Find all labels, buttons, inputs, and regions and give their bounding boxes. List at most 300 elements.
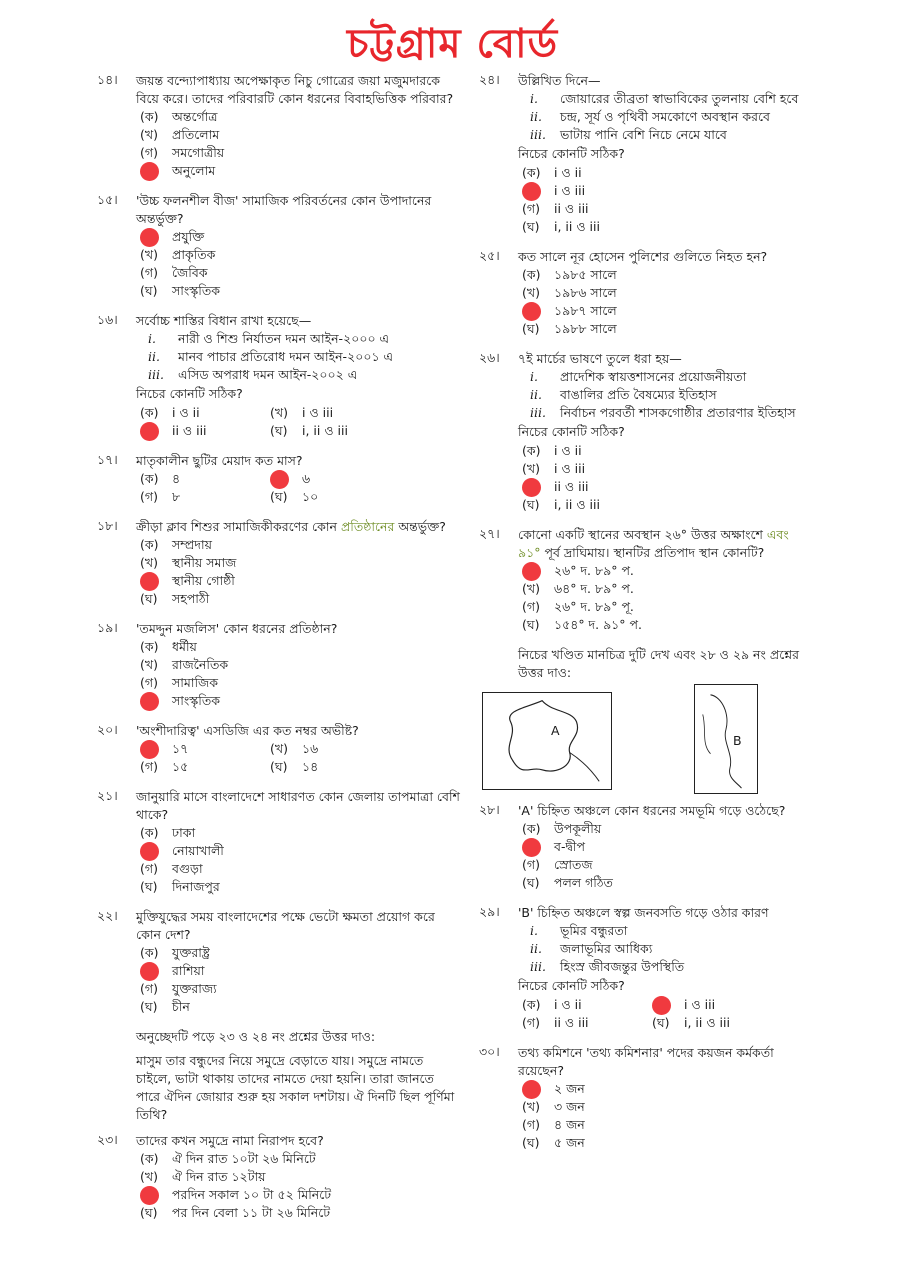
option-text: জৈবিক	[172, 265, 208, 280]
question-number: ২১।	[97, 788, 118, 803]
question	[97, 452, 460, 506]
answer-marked-dot-icon	[270, 470, 289, 489]
question	[97, 788, 460, 896]
statement-text: হিংস্র জীবজন্তুর উপস্থিতি	[560, 959, 685, 974]
answer-options	[140, 404, 460, 440]
question	[97, 620, 460, 710]
answer-option[interactable]	[140, 404, 270, 422]
question-number: ১৮।	[97, 518, 118, 533]
option-letter	[140, 1186, 172, 1205]
statement-item	[530, 368, 802, 386]
answer-option[interactable]	[140, 824, 460, 842]
question-text: মাতৃকালীন ছুটির মেয়াদ কত মাস?	[136, 453, 303, 468]
answer-options	[140, 1150, 460, 1222]
option-letter: (ঘ)	[652, 1015, 670, 1030]
answer-marked-dot-icon	[522, 1080, 541, 1099]
answer-option[interactable]	[652, 1014, 782, 1032]
answer-option[interactable]	[140, 422, 270, 440]
answer-marked-dot-icon	[522, 562, 541, 581]
question	[97, 1132, 460, 1222]
question	[479, 350, 802, 514]
option-text: ঢাকা	[172, 825, 196, 840]
statement-text: নির্বাচন পরবর্তী শাসকগোষ্ঠীর প্রতারণার ইতিহাস	[560, 405, 796, 420]
option-text: i ও ii	[554, 443, 582, 458]
option-text: স্থানীয় গোষ্ঠী	[172, 573, 235, 588]
option-text: ১৯৮৮ সালে	[554, 321, 617, 336]
answer-option[interactable]	[140, 860, 460, 878]
map-intro: নিচের খণ্ডিত মানচিত্র দুটি দেখ এবং ২৮ ও ২৯ নং প্রশ্নের উত্তর দাও:	[518, 647, 799, 680]
question	[479, 248, 802, 338]
option-text: সহপাঠী	[172, 591, 210, 606]
question	[97, 192, 460, 300]
question	[479, 72, 802, 236]
option-letter: (ক)	[522, 267, 541, 282]
question-number: ২৯।	[479, 904, 500, 919]
statement-list	[530, 368, 802, 422]
option-text: সমগোত্রীয়	[172, 145, 225, 160]
option-text: বগুড়া	[172, 861, 203, 876]
right-column	[479, 72, 802, 1164]
option-text: স্থানীয় সমাজ	[172, 555, 237, 570]
question-text: 'তমদ্দুন মজলিস' কোন ধরনের প্রতিষ্ঠান?	[136, 621, 338, 636]
answer-option[interactable]	[522, 874, 802, 892]
answer-options	[140, 824, 460, 896]
question-text: উল্লিখিত দিনে—	[518, 73, 601, 88]
answer-option[interactable]	[522, 856, 802, 874]
option-letter	[140, 740, 172, 759]
option-letter: (ঘ)	[270, 423, 288, 438]
question-number: ২৭।	[479, 526, 500, 541]
option-text: সাংস্কৃতিক	[172, 693, 220, 708]
option-letter: (ক)	[140, 639, 159, 654]
option-text: ৫ জন	[554, 1135, 585, 1150]
answer-option[interactable]	[140, 842, 460, 860]
map-figure-b	[694, 684, 758, 794]
answer-option[interactable]	[140, 572, 460, 590]
option-text: ১৫	[172, 759, 189, 774]
question-text: 'উচ্চ ফলনশীল বীজ' সামাজিক পরিবর্তনের কোন উপাদানের অন্তর্ভুক্ত?	[136, 193, 432, 226]
option-letter: (ঘ)	[522, 617, 540, 632]
option-text: ২৬° দ. ৮৯° পূ.	[554, 599, 634, 614]
option-text: ব-দ্বীপ	[554, 839, 585, 854]
statement-text: বাঙালির প্রতি বৈষম্যের ইতিহাস	[560, 387, 717, 402]
answer-option[interactable]	[522, 320, 802, 338]
option-letter: (ক)	[522, 165, 541, 180]
option-letter: (ক)	[522, 821, 541, 836]
answer-option[interactable]	[140, 674, 460, 692]
question	[97, 72, 460, 180]
option-text: প্রতিলোম	[172, 127, 220, 142]
answer-option[interactable]	[140, 638, 460, 656]
option-letter: (গ)	[140, 675, 158, 690]
option-text: ১৫৪° দ. ৯১° প.	[554, 617, 642, 632]
option-text: স্রোতজ	[554, 857, 593, 872]
answer-option[interactable]	[522, 1098, 802, 1116]
answer-marked-dot-icon	[140, 422, 159, 441]
statement-text: এসিড অপরাধ দমন আইন-২০০২ এ	[178, 367, 358, 382]
answer-option[interactable]	[522, 218, 802, 236]
option-text: যুক্তরাষ্ট্র	[172, 945, 210, 960]
answer-option[interactable]	[522, 598, 802, 616]
question-number: ১৫।	[97, 192, 118, 207]
question-text: তথ্য কমিশনে 'তথ্য কমিশনার' পদের কয়জন কর্মকর্তা রয়েছেন?	[518, 1045, 774, 1078]
question	[97, 722, 460, 776]
answer-option[interactable]	[140, 590, 460, 608]
option-letter: (খ)	[522, 461, 540, 476]
answer-option[interactable]	[140, 740, 270, 758]
option-letter: (ক)	[140, 537, 159, 552]
answer-marked-dot-icon	[140, 228, 159, 247]
question	[97, 908, 460, 1016]
option-text: ৪ জন	[554, 1117, 585, 1132]
question-text: কোনো একটি স্থানের অবস্থান ২৬° উত্তর অক্ষাংশে এবং ৯১° পূর্ব দ্রাঘিমায়। স্থানটির প্রতিপাদ স্থান কোনটি?	[518, 527, 789, 560]
answer-option[interactable]	[522, 496, 802, 514]
answer-option[interactable]	[522, 266, 802, 284]
answer-option[interactable]	[522, 820, 802, 838]
option-text: ৬৪° দ. ৮৯° প.	[554, 581, 634, 596]
option-letter: (খ)	[140, 1169, 158, 1184]
option-text: ১৬	[302, 741, 319, 756]
answer-options	[140, 470, 460, 506]
answer-option[interactable]	[140, 998, 460, 1016]
option-letter: (গ)	[522, 201, 540, 216]
option-text: i, ii ও iii	[302, 423, 348, 438]
option-letter: (খ)	[522, 1099, 540, 1114]
option-letter	[140, 162, 172, 181]
option-text: i, ii ও iii	[554, 497, 600, 512]
option-text: সামাজিক	[172, 675, 218, 690]
option-text: ৩ জন	[554, 1099, 585, 1114]
option-text: i, ii ও iii	[554, 219, 600, 234]
option-text: ১০	[302, 489, 319, 504]
question-number: ১৪।	[97, 72, 118, 87]
question-prompt: নিচের কোনটি সঠিক?	[518, 978, 625, 993]
map-figures	[482, 692, 802, 802]
answer-marked-dot-icon	[522, 478, 541, 497]
option-text: ১৯৮৬ সালে	[554, 285, 617, 300]
answer-option[interactable]	[522, 182, 802, 200]
answer-marked-dot-icon	[140, 1186, 159, 1205]
answer-option[interactable]	[140, 488, 270, 506]
answer-option[interactable]	[522, 284, 802, 302]
option-letter: (ঘ)	[140, 879, 158, 894]
option-letter: (খ)	[140, 555, 158, 570]
option-text: i ও iii	[302, 405, 334, 420]
question-text: 'A' চিহ্নিত অঞ্চলে কোন ধরনের সমভূমি গড়ে ওঠেছে?	[518, 803, 786, 818]
answer-option[interactable]	[140, 692, 460, 710]
option-letter: (গ)	[140, 265, 158, 280]
answer-option[interactable]	[522, 164, 802, 182]
option-text: পলল গঠিত	[554, 875, 613, 890]
answer-marked-dot-icon	[652, 996, 671, 1015]
answer-option[interactable]	[140, 264, 460, 282]
answer-options	[140, 536, 460, 608]
option-letter: (ঘ)	[522, 497, 540, 512]
option-letter: (গ)	[140, 861, 158, 876]
answer-options	[522, 820, 802, 892]
question-number: ১৯।	[97, 620, 118, 635]
option-text: সম্প্রদায়	[172, 537, 212, 552]
option-text: রাজনৈতিক	[172, 657, 229, 672]
statement-text: প্রাদেশিক স্বায়ত্তশাসনের প্রয়োজনীয়তা	[560, 369, 747, 384]
answer-option[interactable]	[140, 1150, 460, 1168]
option-text: ii ও iii	[172, 423, 207, 438]
option-letter: (খ)	[270, 741, 288, 756]
option-text: ii ও iii	[554, 479, 589, 494]
question-number: ২৩।	[97, 1132, 118, 1147]
question	[479, 904, 802, 1032]
answer-option[interactable]	[522, 302, 802, 320]
option-letter: (গ)	[140, 981, 158, 996]
option-text: i ও iii	[554, 461, 586, 476]
answer-option[interactable]	[522, 838, 802, 856]
option-letter: (ঘ)	[140, 591, 158, 606]
statement-numeral: i.	[530, 369, 538, 384]
answer-option[interactable]	[522, 562, 802, 580]
option-text: ii ও iii	[554, 1015, 589, 1030]
question-number: ৩০।	[479, 1044, 500, 1059]
option-letter: (ক)	[140, 405, 159, 420]
statement-text: ভাটায় পানি বেশি নিচে নেমে যাবে	[560, 127, 727, 142]
statement-text: মানব পাচার প্রতিরোধ দমন আইন-২০০১ এ	[178, 349, 394, 364]
option-letter: (খ)	[522, 285, 540, 300]
statement-numeral: ii.	[530, 941, 542, 956]
answer-option[interactable]	[140, 282, 460, 300]
answer-options	[522, 996, 802, 1032]
question	[97, 518, 460, 608]
answer-option[interactable]	[522, 200, 802, 218]
question	[479, 526, 802, 634]
answer-option[interactable]	[270, 404, 400, 422]
answer-option[interactable]	[140, 246, 460, 264]
answer-option[interactable]	[652, 996, 782, 1014]
answer-option[interactable]	[522, 1014, 652, 1032]
question-text: ক্রীড়া ক্লাব শিশুর সামাজিকীকরণের কোন প্রতিষ্ঠানের অন্তর্ভুক্ত?	[136, 519, 446, 534]
statement-item	[530, 108, 802, 126]
option-text: ১৭	[172, 741, 189, 756]
answer-option[interactable]	[522, 1080, 802, 1098]
question-prompt: নিচের কোনটি সঠিক?	[518, 424, 625, 439]
option-text: অনুলোম	[172, 163, 216, 178]
option-letter: (গ)	[522, 857, 540, 872]
option-letter	[140, 962, 172, 981]
question-number: ১৬।	[97, 312, 118, 327]
option-letter: (ঘ)	[140, 1205, 158, 1220]
question-text: কত সালে নূর হোসেন পুলিশের গুলিতে নিহত হন?	[518, 249, 768, 264]
question-text: তাদের কখন সমুদ্রে নামা নিরাপদ হবে?	[136, 1133, 324, 1148]
option-letter: (গ)	[522, 1015, 540, 1030]
statement-numeral: iii.	[530, 405, 546, 420]
option-letter: (গ)	[522, 1117, 540, 1132]
option-letter: (ঘ)	[522, 219, 540, 234]
option-letter: (খ)	[140, 247, 158, 262]
option-letter: (গ)	[522, 599, 540, 614]
statement-numeral: ii.	[530, 109, 542, 124]
answer-option[interactable]	[522, 460, 802, 478]
statement-numeral: i.	[148, 331, 156, 346]
statement-list	[530, 90, 802, 144]
option-text: i ও iii	[554, 183, 586, 198]
option-letter: (খ)	[140, 127, 158, 142]
answer-option[interactable]	[270, 758, 400, 776]
answer-option[interactable]	[270, 488, 400, 506]
option-text: প্রাকৃতিক	[172, 247, 216, 262]
option-text: প্রযুক্তি	[172, 229, 205, 244]
option-letter: (ক)	[140, 945, 159, 960]
map-label-b: B	[733, 733, 742, 748]
question-number: ২৮।	[479, 802, 500, 817]
option-text: ১৪	[302, 759, 319, 774]
answer-option[interactable]	[140, 980, 460, 998]
option-text: i ও ii	[554, 997, 582, 1012]
answer-option[interactable]	[140, 228, 460, 246]
statement-item	[148, 330, 460, 348]
answer-option[interactable]	[140, 962, 460, 980]
option-letter: (ঘ)	[522, 875, 540, 890]
question-number: ২৫।	[479, 248, 500, 263]
answer-option[interactable]	[140, 144, 460, 162]
left-column	[97, 72, 460, 1234]
question-number: ২৬।	[479, 350, 500, 365]
option-text: যুক্তরাজ্য	[172, 981, 217, 996]
question-text: জানুয়ারি মাসে বাংলাদেশে সাধারণত কোন জেলায় তাপমাত্রা বেশি থাকে?	[136, 789, 460, 822]
map-figure-a	[482, 692, 612, 790]
option-letter	[270, 470, 302, 489]
answer-option[interactable]	[522, 1134, 802, 1152]
question-text: জয়ন্ত বন্দ্যোপাধ্যায় অপেক্ষাকৃত নিচু গোত্রের জয়া মজুমদারকে বিয়ে করে। তাদের পরিবারটি কোন ধরনের বিবাহভিত্তিক পরিবার?	[136, 73, 454, 106]
question	[97, 312, 460, 440]
question	[479, 1044, 802, 1152]
answer-option[interactable]	[522, 996, 652, 1014]
answer-options	[522, 442, 802, 514]
answer-option[interactable]	[140, 656, 460, 674]
option-letter: (ঘ)	[522, 321, 540, 336]
option-text: ধর্মীয়	[172, 639, 197, 654]
statement-numeral: ii.	[148, 349, 160, 364]
answer-option[interactable]	[140, 554, 460, 572]
option-text: পরদিন সকাল ১০ টা ৫২ মিনিটে	[172, 1187, 332, 1202]
answer-option[interactable]	[140, 1186, 460, 1204]
answer-option[interactable]	[522, 616, 802, 634]
answer-option[interactable]	[140, 944, 460, 962]
statement-text: ভূমির বন্ধুরতা	[560, 923, 628, 938]
statement-item	[530, 126, 802, 144]
question-number: ২২।	[97, 908, 118, 923]
answer-options	[140, 228, 460, 300]
statement-text: জোয়ারের তীব্রতা স্বাভাবিকের তুলনায় বেশি হবে	[560, 91, 799, 106]
option-text: ৪	[172, 471, 181, 486]
option-letter: (গ)	[140, 145, 158, 160]
statement-item	[148, 366, 460, 384]
option-letter: (ঘ)	[522, 1135, 540, 1150]
option-letter: (ক)	[140, 471, 159, 486]
answer-marked-dot-icon	[140, 692, 159, 711]
answer-option[interactable]	[140, 126, 460, 144]
answer-marked-dot-icon	[522, 182, 541, 201]
option-letter	[522, 182, 554, 201]
question-number: ২৪।	[479, 72, 500, 87]
answer-option[interactable]	[140, 758, 270, 776]
option-letter	[522, 838, 554, 857]
answer-options	[522, 164, 802, 236]
option-letter: (ঘ)	[270, 489, 288, 504]
answer-option[interactable]	[270, 422, 400, 440]
statement-list	[530, 922, 802, 976]
statement-text: চন্দ্র, সূর্য ও পৃথিবী সমকোণে অবস্থান করবে	[560, 109, 770, 124]
answer-option[interactable]	[140, 162, 460, 180]
option-letter	[140, 228, 172, 247]
option-letter: (ক)	[140, 825, 159, 840]
answer-option[interactable]	[270, 470, 400, 488]
option-letter	[652, 996, 684, 1015]
statement-list	[148, 330, 460, 384]
answer-option[interactable]	[140, 1168, 460, 1186]
map-label-a: A	[551, 723, 560, 738]
option-letter: (খ)	[522, 581, 540, 596]
answer-options	[140, 740, 460, 776]
statement-numeral: i.	[530, 923, 538, 938]
answer-option[interactable]	[522, 442, 802, 460]
statement-numeral: iii.	[530, 127, 546, 142]
answer-options	[140, 638, 460, 710]
option-letter: (ক)	[522, 997, 541, 1012]
option-letter: (ঘ)	[270, 759, 288, 774]
answer-option[interactable]	[140, 878, 460, 896]
answer-options	[522, 266, 802, 338]
statement-item	[148, 348, 460, 366]
option-letter: (ক)	[522, 443, 541, 458]
option-text: সাংস্কৃতিক	[172, 283, 220, 298]
option-text: চীন	[172, 999, 190, 1014]
option-letter: (গ)	[140, 489, 158, 504]
answer-option[interactable]	[140, 470, 270, 488]
answer-option[interactable]	[522, 1116, 802, 1134]
option-letter	[522, 478, 554, 497]
answer-options	[140, 944, 460, 1016]
question-text: সর্বোচ্চ শাস্তির বিধান রাখা হয়েছে—	[136, 313, 312, 328]
statement-item	[530, 386, 802, 404]
statement-item	[530, 922, 802, 940]
option-text: নোয়াখালী	[172, 843, 224, 858]
passage: মাসুম তার বন্ধুদের নিয়ে সমুদ্রে বেড়াতে যায়। সমুদ্রে নামতে চাইলে, ভাটা থাকায় তাদের নামতে দেয়া হয়নি। তারা জানতে পারে ঐদিন জোয়ার শুরু হয় সকাল দশটায়। ঐ দিনটি ছিল পূর্ণিমা তিথি?	[136, 1053, 455, 1122]
statement-text: জলাভূমির আধিক্য	[560, 941, 653, 956]
statement-item	[530, 958, 802, 976]
answer-option[interactable]	[522, 580, 802, 598]
option-letter: (ক)	[140, 1151, 159, 1166]
answer-option[interactable]	[140, 108, 460, 126]
answer-option[interactable]	[140, 1204, 460, 1222]
passage-intro: অনুচ্ছেদটি পড়ে ২৩ ও ২৪ নং প্রশ্নের উত্তর দাও:	[136, 1029, 376, 1044]
answer-option[interactable]	[140, 536, 460, 554]
question	[479, 802, 802, 892]
option-letter	[522, 562, 554, 581]
option-letter: (খ)	[140, 657, 158, 672]
option-letter	[140, 692, 172, 711]
option-text: অন্তর্গোত্র	[172, 109, 218, 124]
statement-numeral: iii.	[530, 959, 546, 974]
option-text: i ও ii	[554, 165, 582, 180]
answer-option[interactable]	[270, 740, 400, 758]
statement-item	[530, 404, 802, 422]
answer-option[interactable]	[522, 478, 802, 496]
question-number: ১৭।	[97, 452, 118, 467]
option-letter	[140, 842, 172, 861]
option-text: i ও ii	[172, 405, 200, 420]
statement-numeral: i.	[530, 91, 538, 106]
answer-options	[522, 562, 802, 634]
option-text: i, ii ও iii	[684, 1015, 730, 1030]
option-text: পর দিন বেলা ১১ টা ২৬ মিনিটে	[172, 1205, 331, 1220]
